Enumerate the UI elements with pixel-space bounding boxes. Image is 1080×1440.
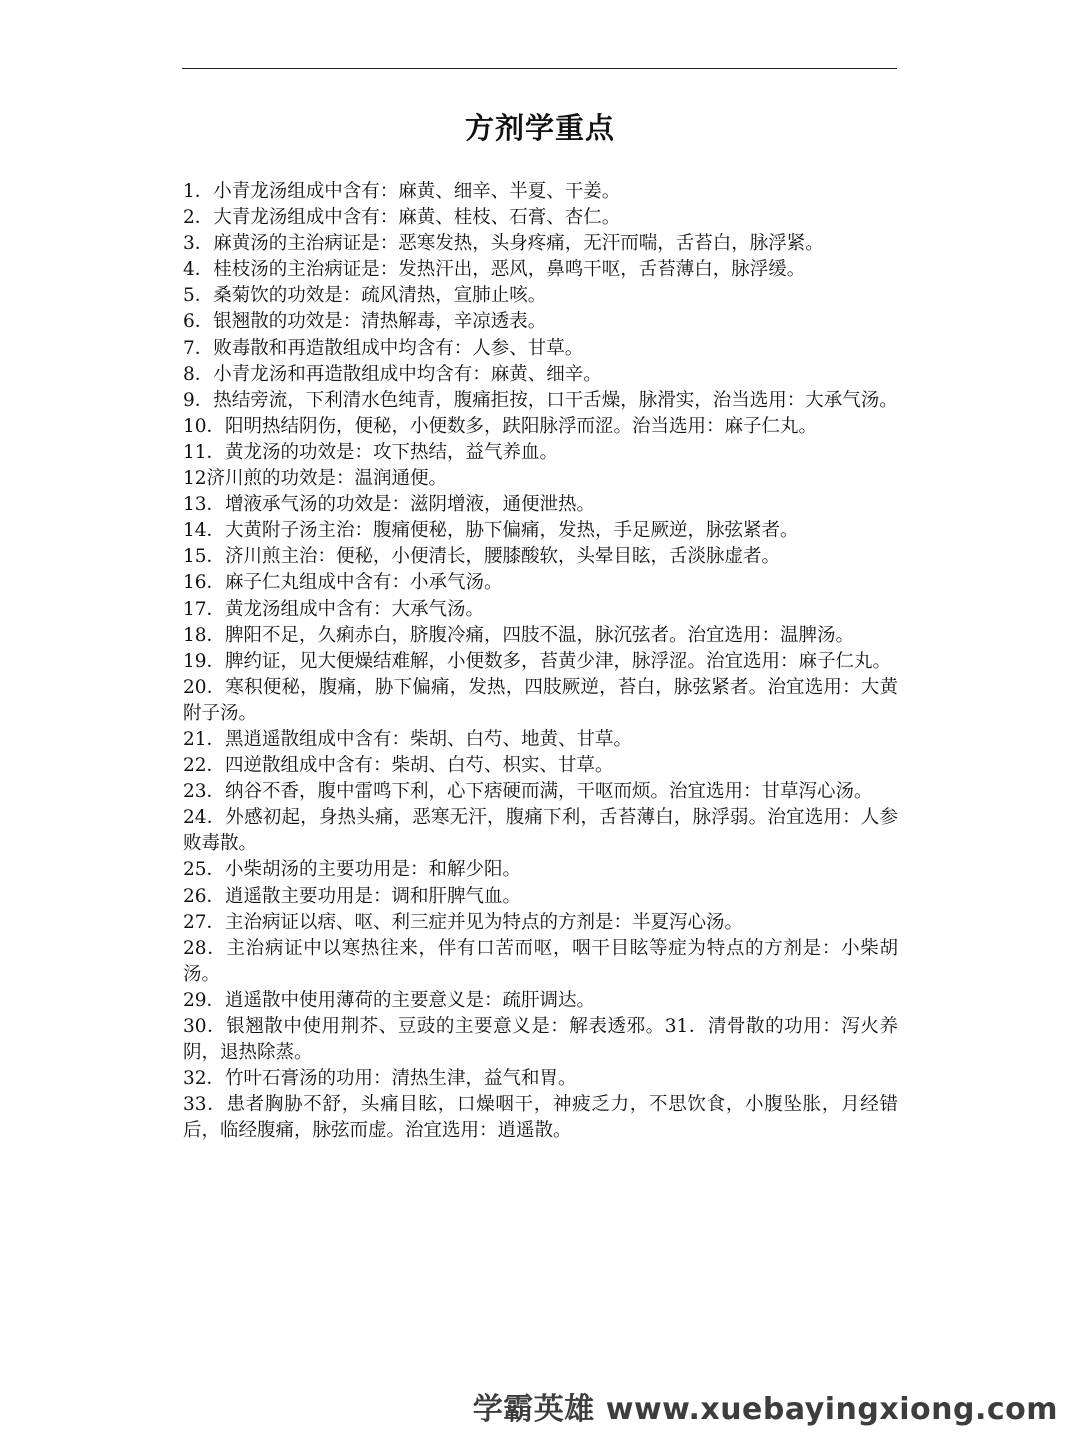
entry-item: 8．小青龙汤和再造散组成中均含有：麻黄、细辛。 xyxy=(183,363,602,385)
entry-item: 27．主治病证以痞、呕、利三症并见为特点的方剂是：半夏泻心汤。 xyxy=(183,911,744,933)
entry-item: 12济川煎的功效是：温润通便。 xyxy=(183,468,448,490)
entry-item: 30．银翘散中使用荆芥、豆豉的主要意义是：解表透邪。31．清骨散的功用：泻火养阴，退热除蒸。 xyxy=(183,1016,898,1064)
entry-item: 9．热结旁流，下利清水色纯青，腹痛拒按，口干舌燥，脉滑实，治当选用：大承气汤。 xyxy=(183,389,898,411)
entry-item: 2．大青龙汤组成中含有：麻黄、桂枝、石膏、杏仁。 xyxy=(183,207,621,229)
entry-item: 13．增液承气汤的功效是：滋阴增液，通便泄热。 xyxy=(183,494,596,516)
entry-item: 14．大黄附子汤主治：腹痛便秘，胁下偏痛，发热，手足厥逆，脉弦紧者。 xyxy=(183,520,799,542)
entry-item: 17．黄龙汤组成中含有：大承气汤。 xyxy=(183,598,485,620)
entry-item: 18．脾阳不足，久痢赤白，脐腹冷痛，四肢不温，脉沉弦者。治宜选用：温脾汤。 xyxy=(183,624,855,646)
entry-item: 19．脾约证，见大便燥结难解，小便数多，苔黄少津，脉浮涩。治宜选用：麻子仁丸。 xyxy=(183,650,892,672)
entry-item: 28．主治病证中以寒热往来，伴有口苦而呕，咽干目眩等症为特点的方剂是：小柴胡汤。 xyxy=(183,937,898,985)
entry-item: 1．小青龙汤组成中含有：麻黄、细辛、半夏、干姜。 xyxy=(183,181,621,202)
page-title: 方剂学重点 xyxy=(464,111,615,145)
entry-item: 22．四逆散组成中含有：柴胡、白芍、枳实、甘草。 xyxy=(183,755,614,777)
entry-item: 15．济川煎主治：便秘，小便清长，腰膝酸软，头晕目眩，舌淡脉虚者。 xyxy=(183,546,781,568)
entry-item: 6．银翘散的功效是：清热解毒，辛凉透表。 xyxy=(183,311,547,333)
entry-item: 16．麻子仁丸组成中含有：小承气汤。 xyxy=(183,572,503,594)
entry-item: 20．寒积便秘，腹痛，胁下偏痛，发热，四肢厥逆，苔白，脉弦紧者。治宜选用：大黄附子汤。 xyxy=(183,676,898,724)
entry-item: 21．黑逍遥散组成中含有：柴胡、白芍、地黄、甘草。 xyxy=(183,728,633,750)
document-body xyxy=(183,179,898,1144)
entry-item: 33．患者胸胁不舒，头痛目眩，口燥咽干，神疲乏力，不思饮食，小腹坠胀，月经错后，临经腹痛，脉弦而虚。治宜选用：逍遥散。 xyxy=(183,1094,898,1142)
entry-item: 11．黄龙汤的功效是：攻下热结，益气养血。 xyxy=(183,441,559,463)
entry-item: 3．麻黄汤的主治病证是：恶寒发热，头身疼痛，无汗而喘，舌苔白，脉浮紧。 xyxy=(183,233,824,255)
entry-item: 4．桂枝汤的主治病证是：发热汗出，恶风，鼻鸣干呕，舌苔薄白，脉浮缓。 xyxy=(183,259,806,281)
entry-item: 24．外感初起，身热头痛，恶寒无汗，腹痛下利，舌苔薄白，脉浮弱。治宜选用：人参败毒散。 xyxy=(183,807,898,855)
entry-item: 23．纳谷不香，腹中雷鸣下利，心下痞硬而满，干呕而烦。治宜选用：甘草泻心汤。 xyxy=(183,781,873,803)
entry-item: 29．逍遥散中使用薄荷的主要意义是：疏肝调达。 xyxy=(183,989,596,1011)
entry-item: 5．桑菊饮的功效是：疏风清热，宣肺止咳。 xyxy=(183,285,547,307)
entry-item: 7．败毒散和再造散组成中均含有：人参、甘草。 xyxy=(183,337,584,359)
entry-item: 26．逍遥散主要功用是：调和肝脾气血。 xyxy=(183,885,522,907)
entry-item: 25．小柴胡汤的主要功用是：和解少阳。 xyxy=(183,859,522,881)
entry-item: 10．阳明热结阴伤，便秘，小便数多，趺阳脉浮而涩。治当选用：麻子仁丸。 xyxy=(183,415,818,437)
entry-item: 32．竹叶石膏汤的功用：清热生津，益气和胃。 xyxy=(183,1068,577,1090)
header-rule xyxy=(182,68,897,69)
site-watermark: 学霸英雄 www.xuebayingxiong.com xyxy=(472,1392,1058,1427)
